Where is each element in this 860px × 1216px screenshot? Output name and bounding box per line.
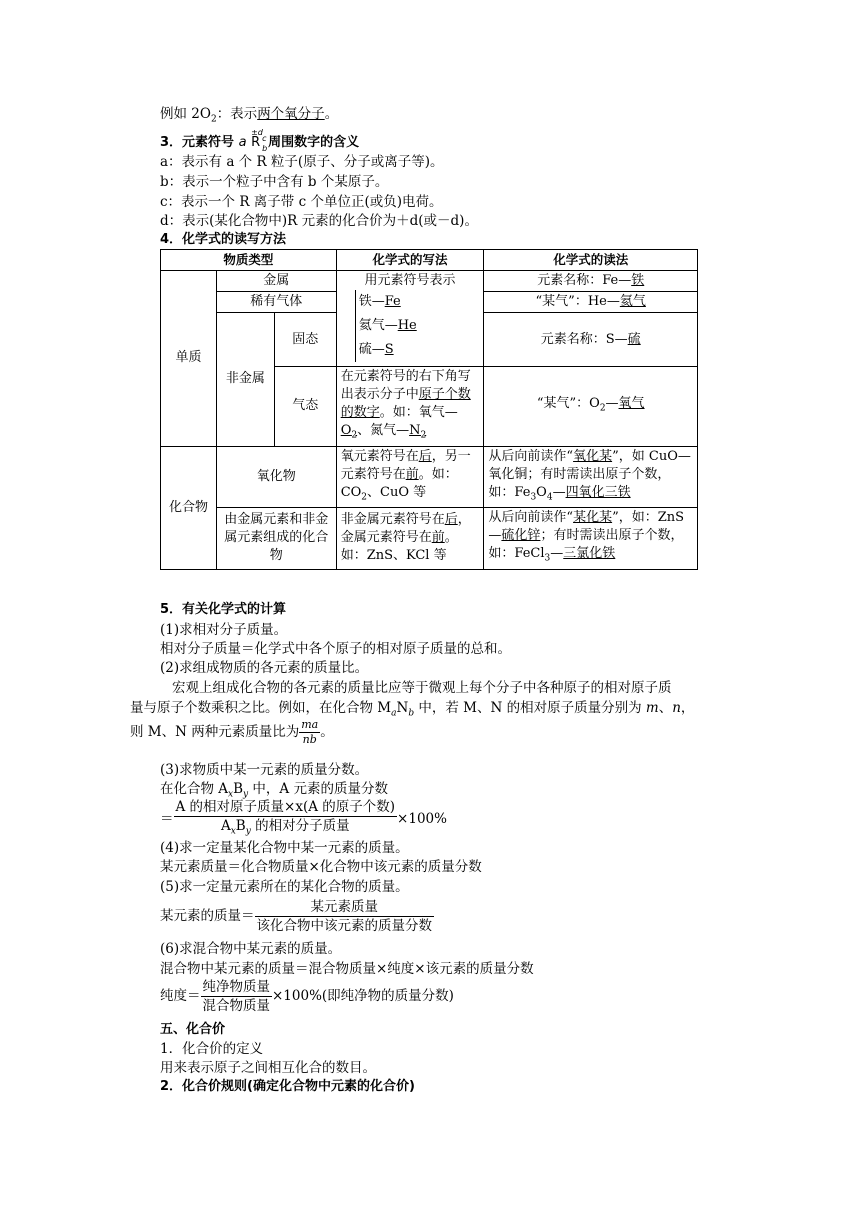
table-row xyxy=(161,271,698,292)
calc-3: (3)求物质中某一元素的质量分数。 xyxy=(160,762,369,778)
cell-taigu: 固态 xyxy=(274,313,336,367)
cell-write-gas: 在元素符号的右下角写出表示分子中原子个数的数字。如：氧气$—O_2$、氮气$—N_2$ xyxy=(336,367,484,447)
cell-read-oxide: 从后向前读作“氧化某”，如 CuO—氧化铜；有时需读出原子个数，如：$Fe_3O_4—$四氧化三铁 xyxy=(484,446,698,508)
calc-1-text: 相对分子质量＝化学式中各个原子的相对原子质量的总和。 xyxy=(160,641,511,657)
section-valence-heading: 五、化合价 xyxy=(160,1022,226,1037)
calc-1: (1)求相对分子质量。 xyxy=(160,622,288,638)
table-header-row xyxy=(161,250,698,271)
calc-3-text: 在化合物 $A_xB_y$ 中，A 元素的质量分数 xyxy=(160,781,388,800)
calc-4: (4)求一定量某化合物中某一元素的质量。 xyxy=(160,840,409,856)
cell-read-noble: “某气”：He—氦气 xyxy=(484,292,698,313)
cell-jinfei: 由金属元素和非金属元素组成的化合物 xyxy=(216,508,336,570)
table-row xyxy=(161,508,698,570)
valence-1: 1．化合价的定义 xyxy=(160,1041,264,1057)
header-type: 物质类型 xyxy=(161,250,337,271)
cell-xiyou: 稀有气体 xyxy=(216,292,336,313)
cell-read-salt: 从后向前读作“某化某”，如：ZnS—硫化锌；有时需读出原子个数，如：FeCl$_3$—三氯化铁 xyxy=(484,508,698,570)
mass-fraction: $\frac{\text{A 的相对原子质量×x(A 的原子个数)}}{A_xB_y 的相对分子质量}$ xyxy=(175,799,396,837)
cell-write-oxide: 氧元素符号在后，另一元素符号在前。如：$CO_2$、CuO 等 xyxy=(336,446,484,508)
calc-5: (5)求一定量元素所在的某化合物的质量。 xyxy=(160,879,409,895)
ratio-fraction: $\frac{ma}{nb}$ xyxy=(301,718,319,746)
table-row xyxy=(161,446,698,508)
calc-4-text: 某元素质量＝化合物质量×化合物中该元素的质量分数 xyxy=(160,859,482,875)
cell-feijinshu: 非金属 xyxy=(216,313,274,447)
example-line: 例如 $2O_2$：表示两个氧分子。 xyxy=(160,106,339,125)
calc-2-text-2: 量与原子个数乘积之比。例如，在化合物 $M_aN_b$ 中，若 M、N 的相对原子质量分别为 m、n， xyxy=(130,700,695,719)
cell-jinshu: 金属 xyxy=(216,271,336,292)
calc-5-fraction: $\frac{\text{某元素质量}}{\text{该化合物中该元素的质量分数}}$ xyxy=(256,899,432,934)
calc-2-text: 宏观上组成化合物的各元素的质量比应等于微观上每个分子中各种原子的相对原子质 xyxy=(172,680,672,696)
valence-1-text: 用来表示原子之间相互化合的数目。 xyxy=(160,1060,376,1076)
cell-read-solid: 元素名称：S—硫 xyxy=(484,313,698,367)
header-read: 化学式的读法 xyxy=(484,250,698,271)
purity-formula: 纯度＝ $\frac{\text{纯净物质量}}{\text{混合物质量}}$ ×100%(即纯净物的质量分数) xyxy=(160,979,454,1014)
valence-2: 2．化合价规则(确定化合物中元素的化合价) xyxy=(160,1079,415,1094)
cell-taiqi: 气态 xyxy=(274,367,336,447)
calc-6-text: 混合物中某元素的质量＝混合物质量×纯度×该元素的质量分数 xyxy=(160,961,534,977)
section-4-heading: 4．化学式的读写方法 xyxy=(160,232,287,247)
cell-huahe: 化合物 xyxy=(161,446,217,569)
calc-5-formula: 某元素的质量＝ $\frac{\text{某元素质量}}{\text{该化合物中该元素的质量分数}}$ xyxy=(160,899,432,934)
header-write: 化学式的写法 xyxy=(336,250,484,271)
calc-2: (2)求组成物质的各元素的质量比。 xyxy=(160,660,369,676)
mass-ratio-line: 则 M、N 两种元素质量比为 $\frac{ma}{nb}$ 。 xyxy=(130,718,334,746)
cell-read-metal: 元素名称：Fe—铁 xyxy=(484,271,698,292)
cell-write-salt: 非金属元素符号在后，金属元素符号在前。如：ZnS、KCl 等 xyxy=(336,508,484,570)
cell-danzhi: 单质 xyxy=(161,271,217,447)
line-c: c：表示一个 R 离子带 c 个单位正(或负)电荷。 xyxy=(160,194,443,210)
line-b: b：表示一个粒子中含有 b 个某原子。 xyxy=(160,174,389,190)
line-a: a：表示有 a 个 R 粒子(原子、分子或离子等)。 xyxy=(160,154,444,170)
line-d: d：表示(某化合物中)R 元素的化合价为＋d(或－d)。 xyxy=(160,213,478,229)
cell-yanghua: 氧化物 xyxy=(216,446,336,508)
mass-fraction-formula: ＝ $\frac{\text{A 的相对原子质量×x(A 的原子个数)}}{A_xB_y 的相对分子质量}$ ×100% xyxy=(160,798,447,841)
section-3-heading: 3．元素符号 a R ±d c b 周围数字的含义 xyxy=(160,128,360,153)
cell-write-elem: 用元素符号表示 铁—Fe 氦气—He 硫—S xyxy=(336,271,484,367)
purity-fraction: $\frac{\text{纯净物质量}}{\text{混合物质量}}$ xyxy=(202,979,270,1014)
section-5-heading: 5．有关化学式的计算 xyxy=(160,602,287,617)
formula-table xyxy=(160,249,698,570)
calc-6: (6)求混合物中某元素的质量。 xyxy=(160,941,342,957)
cell-read-gas: “某气”：$O_2—$氧气 xyxy=(484,367,698,447)
